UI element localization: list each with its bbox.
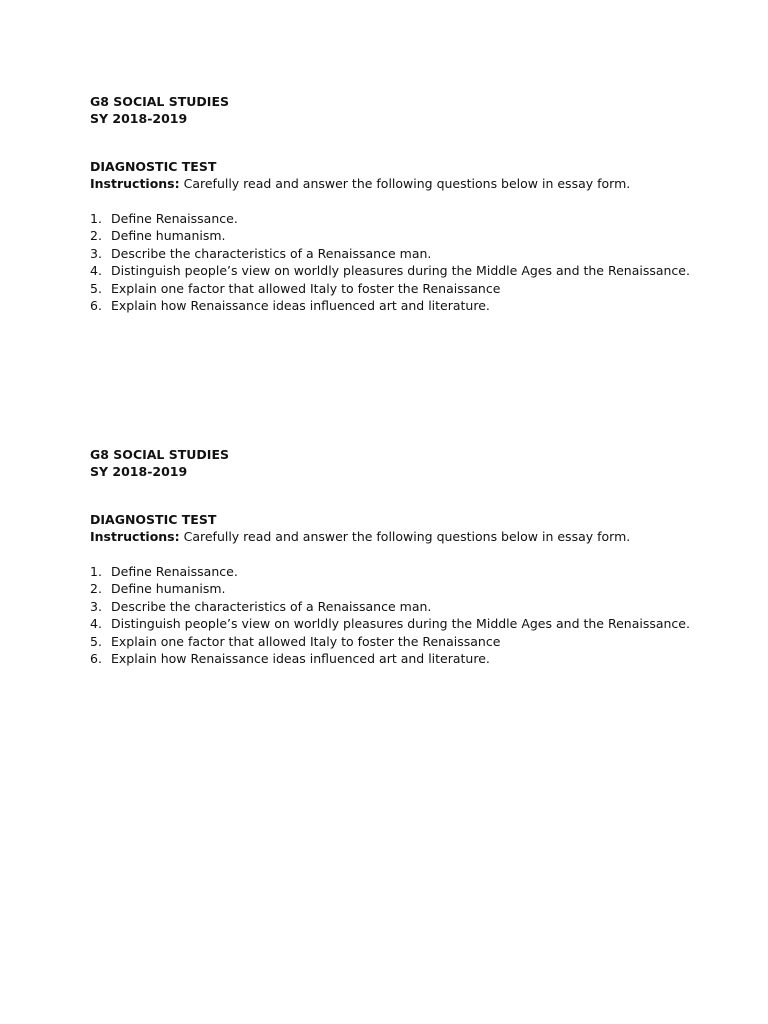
test-title: DIAGNOSTIC TEST [90, 512, 217, 527]
question-text: Define humanism. [111, 581, 226, 597]
question-number: 5. [90, 280, 102, 296]
question-number: 4. [90, 263, 102, 279]
school-year: SY 2018-2019 [90, 464, 188, 479]
question-item [90, 598, 730, 615]
question-text: Explain how Renaissance ideas influenced art and literature. [111, 298, 490, 314]
question-list [90, 210, 730, 314]
question-item [90, 245, 730, 262]
question-text: Define Renaissance. [111, 211, 238, 226]
question-text: Define humanism. [111, 228, 226, 244]
instructions [90, 175, 730, 192]
question-item [90, 615, 730, 632]
question-number: 3. [90, 598, 102, 614]
question-number: 6. [90, 298, 102, 314]
question-number: 2. [90, 228, 102, 244]
question-text: Distinguish people’s view on worldly pleasures during the Middle Ages and the Renaissance. [111, 263, 690, 279]
question-text: Distinguish people’s view on worldly pleasures during the Middle Ages and the Renaissance. [111, 616, 690, 632]
question-item [90, 563, 730, 580]
question-number: 4. [90, 616, 102, 632]
instructions-text: Carefully read and answer the following questions below in essay form. [179, 176, 631, 191]
instructions-text: Carefully read and answer the following questions below in essay form. [179, 529, 631, 544]
question-item [90, 580, 730, 597]
question-text: Define Renaissance. [111, 564, 238, 579]
question-item [90, 633, 730, 650]
instructions-label: Instructions: [90, 529, 180, 544]
question-number: 1. [90, 564, 102, 579]
question-item [90, 297, 730, 314]
course-title: G8 SOCIAL STUDIES [90, 447, 230, 462]
test-title: DIAGNOSTIC TEST [90, 159, 217, 174]
question-text: Explain one factor that allowed Italy to foster the Renaissance [111, 280, 501, 296]
question-text: Explain how Renaissance ideas influenced art and literature. [111, 651, 490, 667]
question-number: 6. [90, 651, 102, 667]
test-section-2 [90, 446, 730, 667]
question-text: Explain one factor that allowed Italy to foster the Renaissance [111, 633, 501, 649]
question-text: Describe the characteristics of a Renaissance man. [111, 598, 432, 614]
test-section-1 [90, 93, 730, 314]
question-item [90, 280, 730, 297]
instructions [90, 528, 730, 545]
question-item [90, 227, 730, 244]
question-number: 1. [90, 211, 102, 226]
question-item [90, 262, 730, 279]
question-number: 5. [90, 633, 102, 649]
question-item [90, 210, 730, 227]
school-year: SY 2018-2019 [90, 111, 188, 126]
instructions-label: Instructions: [90, 176, 180, 191]
course-title: G8 SOCIAL STUDIES [90, 94, 230, 109]
question-item [90, 650, 730, 667]
question-number: 2. [90, 581, 102, 597]
question-text: Describe the characteristics of a Renaissance man. [111, 245, 432, 261]
question-list [90, 563, 730, 667]
question-number: 3. [90, 245, 102, 261]
